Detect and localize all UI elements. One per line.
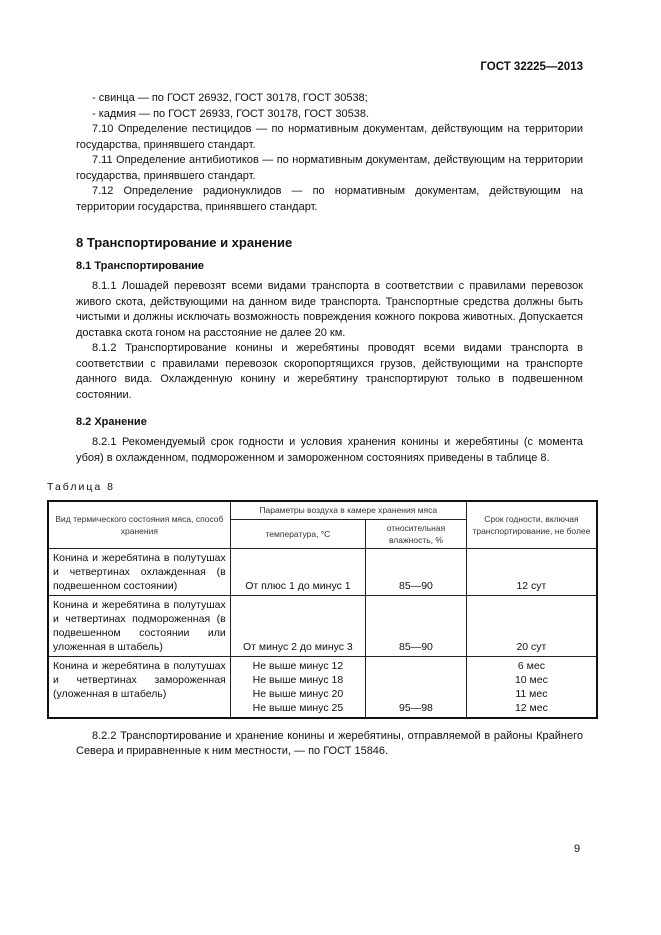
subsection-title: 8.2 Хранение xyxy=(76,416,147,428)
cell-temp: От плюс 1 до минус 1 xyxy=(230,548,365,595)
document-body xyxy=(47,91,591,760)
table-row xyxy=(48,548,597,595)
paragraph: - свинца — по ГОСТ 26932, ГОСТ 30178, ГОСТ 30538; xyxy=(92,92,368,104)
term-line: 12 мес xyxy=(514,701,548,714)
temp-line: Не выше минус 18 xyxy=(252,673,344,686)
temp-line: Не выше минус 25 xyxy=(252,701,344,714)
header-humidity: относительная влажность, % xyxy=(366,519,467,548)
cell-kind: Конина и жеребятина в полутушах и четвертинах охлажденная (в подвешенном состоянии) xyxy=(48,548,230,595)
paragraph: 7.10 Определение пестицидов — по нормативным документам, действующим на территории государства, принявшего стандарт. xyxy=(76,123,583,151)
document-header: ГОСТ 32225—2013 xyxy=(480,61,583,73)
paragraph: 8.1.2 Транспортирование конины и жеребятины проводят всеми видами транспорта в соответствии с правилами перевозок скоропортящихся грузов, действующими на транспорте данного вида. Охлажденную конину и жеребятину транспортируют только в подвешенном состоянии. xyxy=(76,342,583,401)
paragraph: 8.2.2 Транспортирование и хранение конины и жеребятины, отправляемой в районы Крайнего Севера и приравненные к ним местности, — по ГОСТ 15846. xyxy=(76,729,583,757)
subsection-title: 8.1 Транспортирование xyxy=(76,260,205,272)
storage-table xyxy=(47,500,598,719)
cell-temp xyxy=(230,656,365,718)
header-kind: Вид термического состояния мяса, способ хранения xyxy=(48,501,230,548)
term-line: 10 мес xyxy=(514,673,548,686)
cell-humidity: 95—98 xyxy=(366,656,467,718)
cell-term: 20 сут xyxy=(466,595,597,656)
temp-line: Не выше минус 20 xyxy=(252,687,344,700)
paragraph: 7.11 Определение антибиотиков — по нормативным документам, действующим на территории государства, принявшего стандарт. xyxy=(76,154,583,182)
paragraph: 8.2.1 Рекомендуемый срок годности и условия хранения конины и жеребятины (с момента убоя) в охлажденном, подмороженном и замороженном состояниях приведены в таблице 8. xyxy=(76,436,583,464)
header-params: Параметры воздуха в камере хранения мяса xyxy=(230,501,466,519)
cell-humidity: 85—90 xyxy=(366,548,467,595)
paragraph: 8.1.1 Лошадей перевозят всеми видами транспорта в соответствии с правилами перевозок живого скота, действующими на данном виде транспорта. Транспортные средства должны быть чистыми и должны исключать возможность повреждения кожного покрова животных. Допускается доставка скота гоном на расстояние не далее 20 км. xyxy=(76,280,583,339)
cell-kind: Конина и жеребятина в полутушах и четвертинах замороженная (уложенная в штабель) xyxy=(48,656,230,718)
header-term: Срок годности, включая транспортирование, не более xyxy=(466,501,597,548)
term-line: 11 мес xyxy=(515,687,548,700)
cell-term xyxy=(466,656,597,718)
page-number: 9 xyxy=(574,843,581,855)
temp-line: Не выше минус 12 xyxy=(252,659,344,672)
paragraph: - кадмия — по ГОСТ 26933, ГОСТ 30178, ГОСТ 30538. xyxy=(92,107,370,120)
term-line: 6 мес xyxy=(517,659,545,672)
table-caption: Таблица 8 xyxy=(47,481,115,493)
table-row xyxy=(48,656,597,718)
cell-temp: От минус 2 до минус 3 xyxy=(230,595,365,656)
cell-kind: Конина и жеребятина в полутушах и четвертинах подмороженная (в подвешенном состоянии или уложенная в штабель) xyxy=(48,595,230,656)
header-temp: температура, °С xyxy=(230,519,365,548)
table-row xyxy=(48,595,597,656)
section-title: 8 Транспортирование и хранение xyxy=(76,235,293,250)
paragraph: 7.12 Определение радионуклидов — по нормативным документам, действующим на территории государства, принявшего стандарт. xyxy=(76,185,583,213)
cell-term: 12 сут xyxy=(466,548,597,595)
cell-humidity: 85—90 xyxy=(366,595,467,656)
